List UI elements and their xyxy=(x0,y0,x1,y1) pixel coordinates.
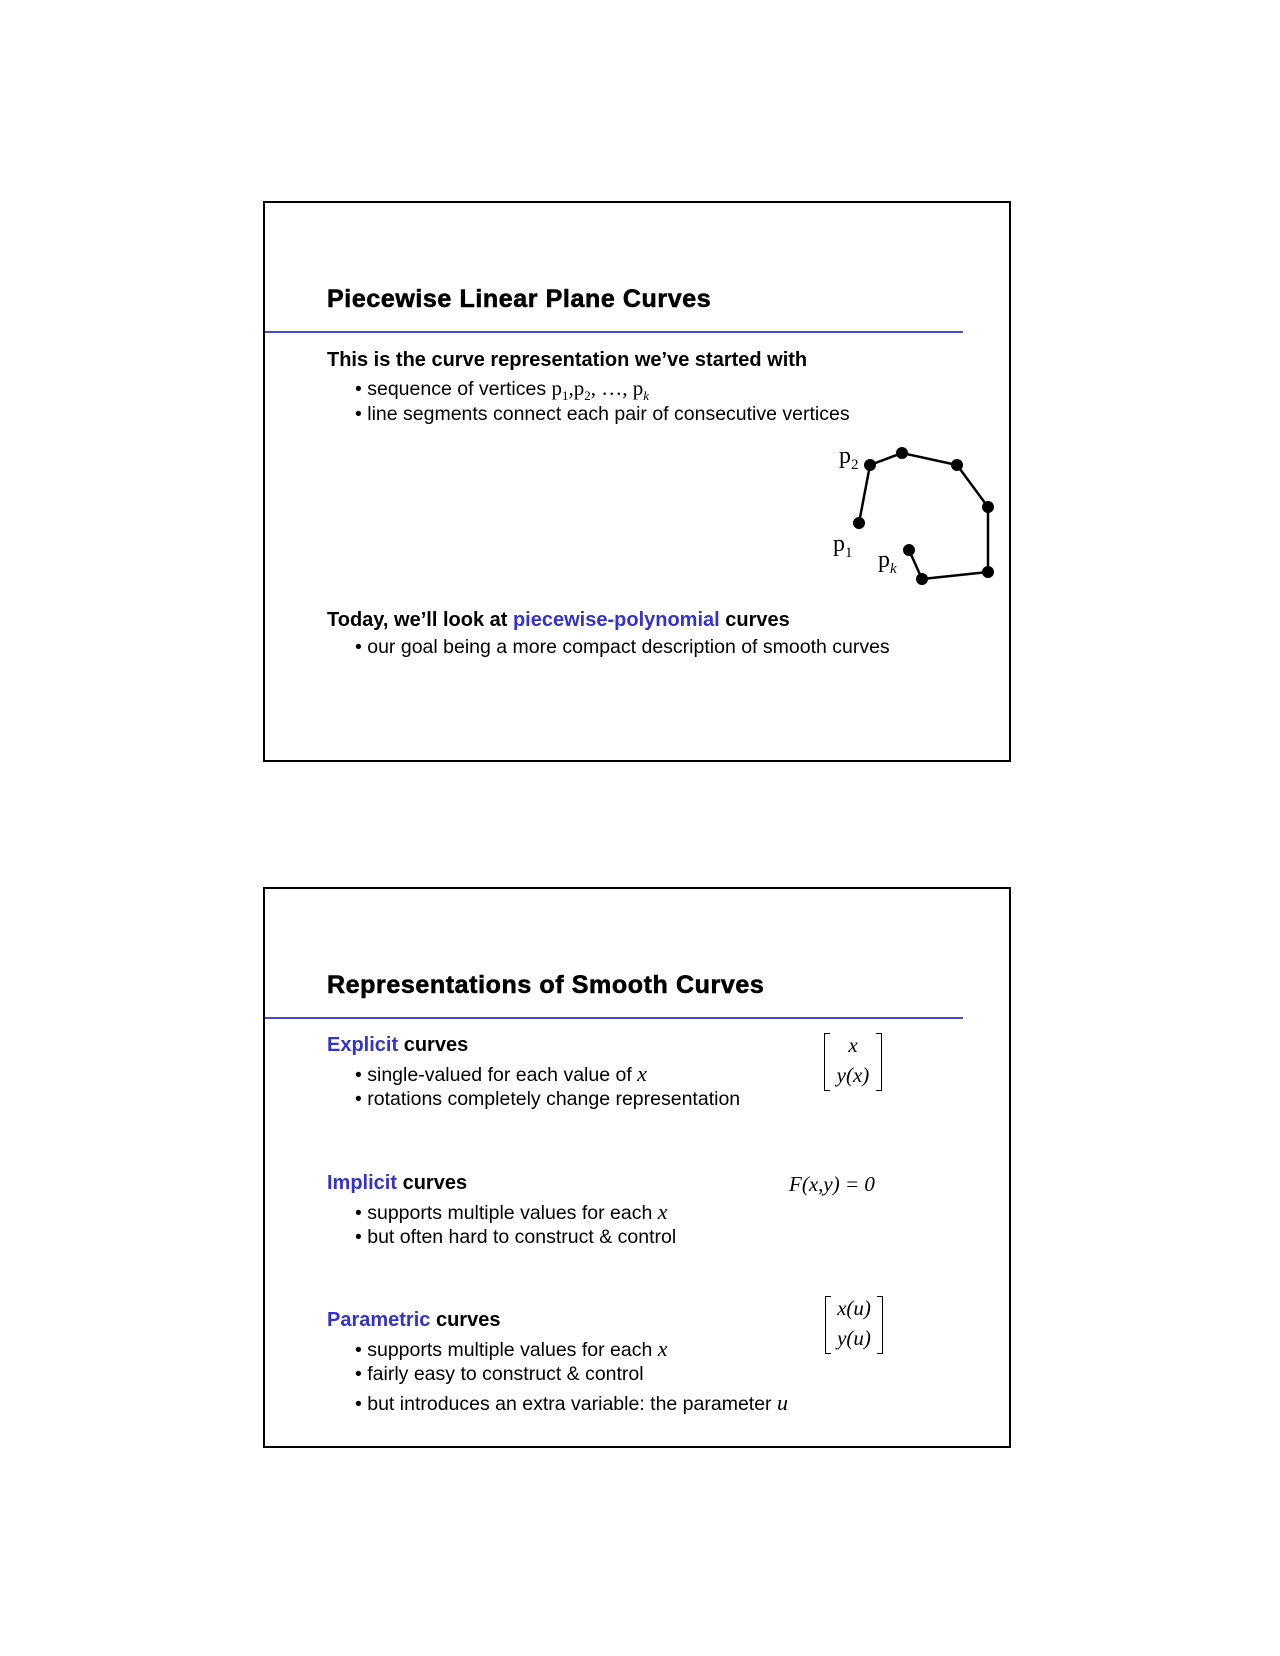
slide-title: Piecewise Linear Plane Curves xyxy=(327,285,712,313)
bullet-implicit-2: • but often hard to construct & control xyxy=(355,1226,677,1248)
vertex-p1 xyxy=(853,517,865,529)
explicit-matrix: x y(x) xyxy=(824,1033,882,1091)
vertex-6 xyxy=(982,566,994,578)
vertex-4 xyxy=(951,459,963,471)
bullet-parametric-1: • supports multiple values for each x xyxy=(355,1336,668,1361)
vertex-7 xyxy=(916,573,928,585)
title-rule xyxy=(265,1017,963,1019)
bullet-parametric-2: • fairly easy to construct & control xyxy=(355,1363,644,1385)
bullet-goal: • our goal being a more compact description of smooth curves xyxy=(355,636,890,658)
bullet-explicit-1: • single-valued for each value of x xyxy=(355,1061,647,1086)
label-p2: $p_2$ xyxy=(839,443,859,473)
label-pk: $p_k$ xyxy=(878,547,897,577)
vertex-3 xyxy=(896,447,908,459)
heading-today: Today, we’ll look at piecewise-polynomial curves xyxy=(327,609,790,631)
vertex-pk xyxy=(903,544,915,556)
bullet-explicit-2: • rotations completely change representation xyxy=(355,1088,741,1110)
bullet-parametric-3: • but introduces an extra variable: the parameter u xyxy=(355,1390,788,1415)
bullet-implicit-1: • supports multiple values for each x xyxy=(355,1199,668,1224)
slide-title: Representations of Smooth Curves xyxy=(327,971,765,999)
parametric-matrix: x(u) y(u) xyxy=(825,1296,883,1354)
vertex-5 xyxy=(982,501,994,513)
slide-piecewise-linear xyxy=(263,201,1011,762)
heading-parametric: Parametric curves xyxy=(327,1309,501,1331)
label-p1: $p_1$ xyxy=(833,531,853,561)
vertex-p2 xyxy=(864,459,876,471)
heading-implicit: Implicit curves xyxy=(327,1172,468,1194)
bullet-line-segments: • line segments connect each pair of consecutive vertices xyxy=(355,403,850,425)
bullet-vertices: • sequence of vertices $p_1,p_2$, …, $p_k$ xyxy=(355,376,650,404)
heading-explicit: Explicit curves xyxy=(327,1034,469,1056)
heading-current-representation: This is the curve representation we’ve started with xyxy=(327,349,808,371)
polyline-diagram xyxy=(265,203,1009,760)
implicit-equation: F(x,y) = 0 xyxy=(789,1172,875,1196)
slide-smooth-curves xyxy=(263,887,1011,1448)
